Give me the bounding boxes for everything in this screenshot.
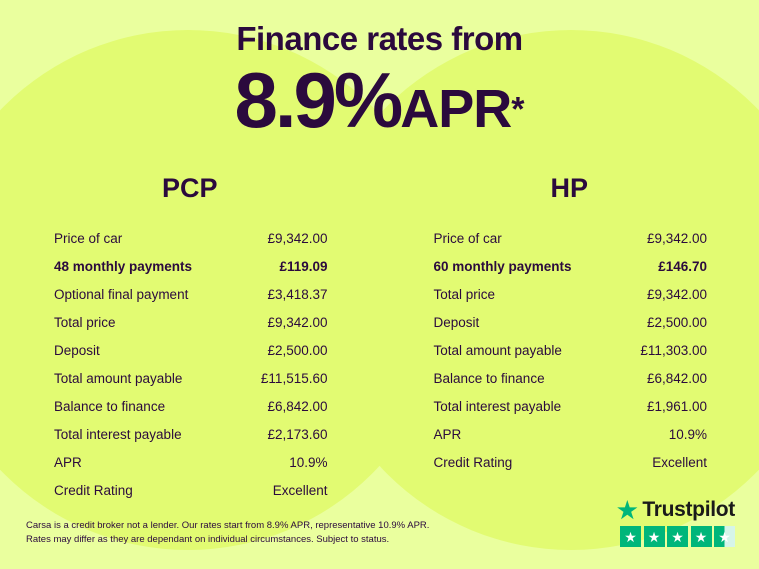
row-label: Price of car bbox=[433, 230, 502, 246]
row-label: Total interest payable bbox=[54, 426, 182, 442]
row-value: £2,500.00 bbox=[646, 314, 707, 330]
rating-star-icon: ★ bbox=[667, 526, 688, 547]
table-row bbox=[32, 252, 348, 280]
row-label: Balance to finance bbox=[433, 370, 545, 386]
row-label: Total interest payable bbox=[433, 398, 562, 414]
row-label: Credit Rating bbox=[54, 482, 133, 498]
table-row bbox=[32, 448, 348, 476]
table-row bbox=[412, 336, 728, 364]
row-value: 10.9% bbox=[289, 454, 328, 470]
row-value: Excellent bbox=[272, 482, 328, 498]
table-row bbox=[412, 308, 728, 336]
row-label: Balance to finance bbox=[54, 398, 166, 414]
table-row bbox=[412, 420, 728, 448]
table-row bbox=[32, 420, 348, 448]
row-value: £11,515.60 bbox=[260, 370, 328, 386]
row-value: £6,842.00 bbox=[646, 370, 707, 386]
row-value: £9,342.00 bbox=[646, 230, 707, 246]
headline-rate bbox=[0, 56, 759, 144]
row-label: Total price bbox=[433, 286, 496, 302]
trustpilot-rating-stars bbox=[617, 526, 735, 547]
rating-star-half-icon: ★ bbox=[714, 526, 735, 547]
row-label: Total amount payable bbox=[433, 342, 562, 358]
rating-star-icon: ★ bbox=[620, 526, 641, 547]
table-row bbox=[412, 364, 728, 392]
row-value: £9,342.00 bbox=[267, 230, 328, 246]
row-value: £3,418.37 bbox=[267, 286, 328, 302]
row-value: £2,173.60 bbox=[267, 426, 328, 442]
row-value: £6,842.00 bbox=[267, 398, 328, 414]
row-label: APR bbox=[54, 454, 82, 470]
row-label: 48 monthly payments bbox=[54, 258, 193, 274]
asterisk-marker: * bbox=[511, 90, 525, 129]
disclaimer-text: Carsa is a credit broker not a lender. Our rates start from 8.9% APR, representative 10.9% APR. Rates may differ as they are dependant on individual circumstances. Subject to status. bbox=[26, 520, 430, 546]
table-row bbox=[412, 252, 728, 280]
row-value: Excellent bbox=[652, 454, 707, 470]
table-row bbox=[32, 364, 348, 392]
row-value: £9,342.00 bbox=[646, 286, 707, 302]
table-row bbox=[412, 392, 728, 420]
table-row bbox=[32, 224, 348, 252]
pcp-column bbox=[0, 173, 380, 504]
row-value: £1,961.00 bbox=[646, 398, 707, 414]
row-value: £2,500.00 bbox=[267, 342, 328, 358]
trustpilot-logo bbox=[617, 498, 735, 522]
table-row bbox=[32, 308, 348, 336]
table-row bbox=[412, 448, 728, 476]
row-value: £146.70 bbox=[658, 258, 707, 274]
rate-apr-label: APR bbox=[400, 79, 512, 139]
page-title: Finance rates from bbox=[236, 20, 523, 57]
row-label: Total amount payable bbox=[54, 370, 183, 386]
rating-star-icon: ★ bbox=[691, 526, 712, 547]
row-label: Deposit bbox=[433, 314, 480, 330]
row-label: APR bbox=[433, 426, 462, 442]
poster-footer bbox=[0, 496, 759, 569]
row-value: £119.09 bbox=[279, 258, 328, 274]
row-label: Credit Rating bbox=[433, 454, 513, 470]
row-value: £11,303.00 bbox=[640, 342, 707, 358]
table-row bbox=[32, 336, 348, 364]
row-label: Price of car bbox=[54, 230, 123, 246]
table-row bbox=[32, 280, 348, 308]
row-value: £9,342.00 bbox=[267, 314, 328, 330]
hp-column bbox=[380, 173, 759, 504]
table-row bbox=[412, 224, 728, 252]
finance-tables bbox=[0, 173, 759, 504]
row-label: Optional final payment bbox=[54, 286, 189, 302]
pcp-table bbox=[32, 224, 348, 504]
row-label: Total price bbox=[54, 314, 116, 330]
trustpilot-badge bbox=[617, 498, 735, 547]
trustpilot-wordmark: Trustpilot bbox=[642, 498, 735, 521]
table-row bbox=[412, 280, 728, 308]
row-value: 10.9% bbox=[668, 426, 707, 442]
hp-table bbox=[412, 224, 728, 476]
pcp-title: PCP bbox=[161, 173, 218, 203]
row-label: 60 monthly payments bbox=[433, 258, 572, 274]
table-row bbox=[32, 392, 348, 420]
rating-star-icon: ★ bbox=[644, 526, 665, 547]
hp-title: HP bbox=[550, 173, 588, 203]
trustpilot-star-icon: ★ bbox=[617, 496, 638, 523]
rate-value: 8.9% bbox=[234, 56, 401, 144]
row-label: Deposit bbox=[54, 342, 100, 358]
